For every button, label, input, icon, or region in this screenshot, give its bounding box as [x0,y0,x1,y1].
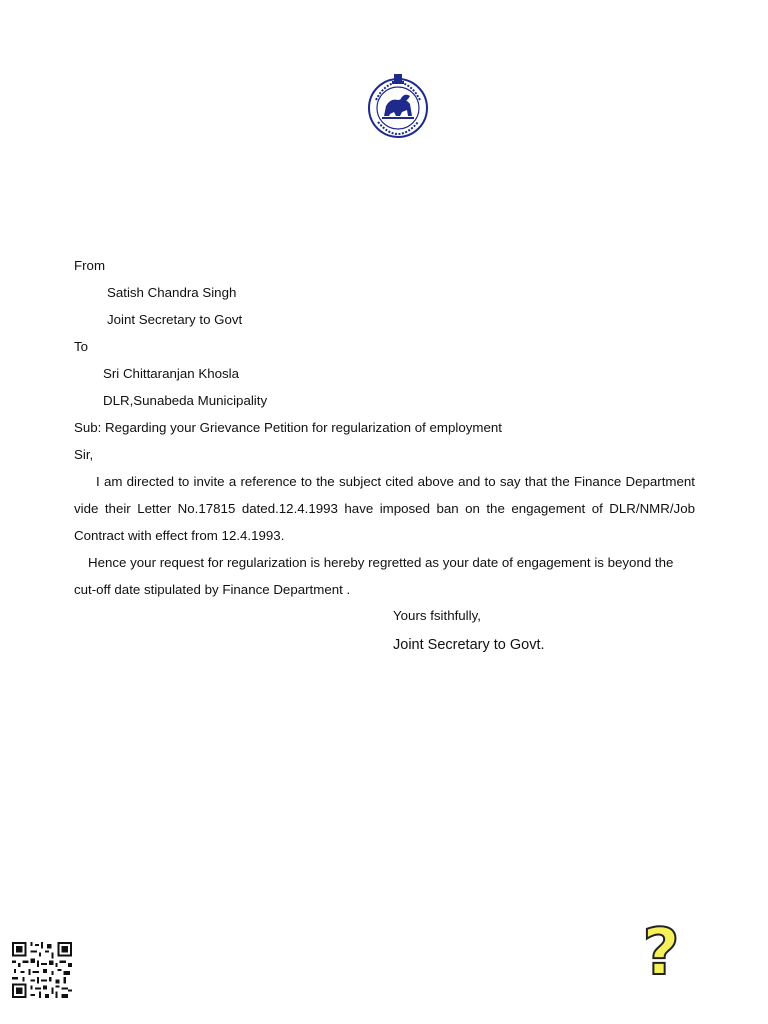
closing: Yours fsithfully, [393,608,481,623]
body-paragraph-1: I am directed to invite a reference to the subject cited above and to say that the Finance Department vide their Letter No.17815 dated.12.4.1993 have imposed ban on the engagement of DLR/NMR/Job Contract with effect from 12.4.1993. [74,474,695,543]
help-question-icon[interactable]: ? [642,916,680,990]
recipient-designation: DLR,Sunabeda Municipality [103,393,268,408]
government-emblem-icon [364,72,432,138]
qr-code-icon [12,942,72,998]
salutation: Sir, [74,447,94,462]
sender-name: Satish Chandra Singh [107,285,237,300]
to-label: To [74,339,89,354]
from-label: From [74,258,106,273]
sender-designation: Joint Secretary to Govt [107,312,243,327]
signatory: Joint Secretary to Govt. [393,637,545,653]
subject-line: Sub: Regarding your Grievance Petition for regularization of employment [74,420,502,435]
body-paragraph-2: Hence your request for regularization is hereby regretted as your date of engagement is beyond the cut-off date stipulated by Finance Department . [74,555,674,597]
recipient-name: Sri Chittaranjan Khosla [103,366,239,381]
